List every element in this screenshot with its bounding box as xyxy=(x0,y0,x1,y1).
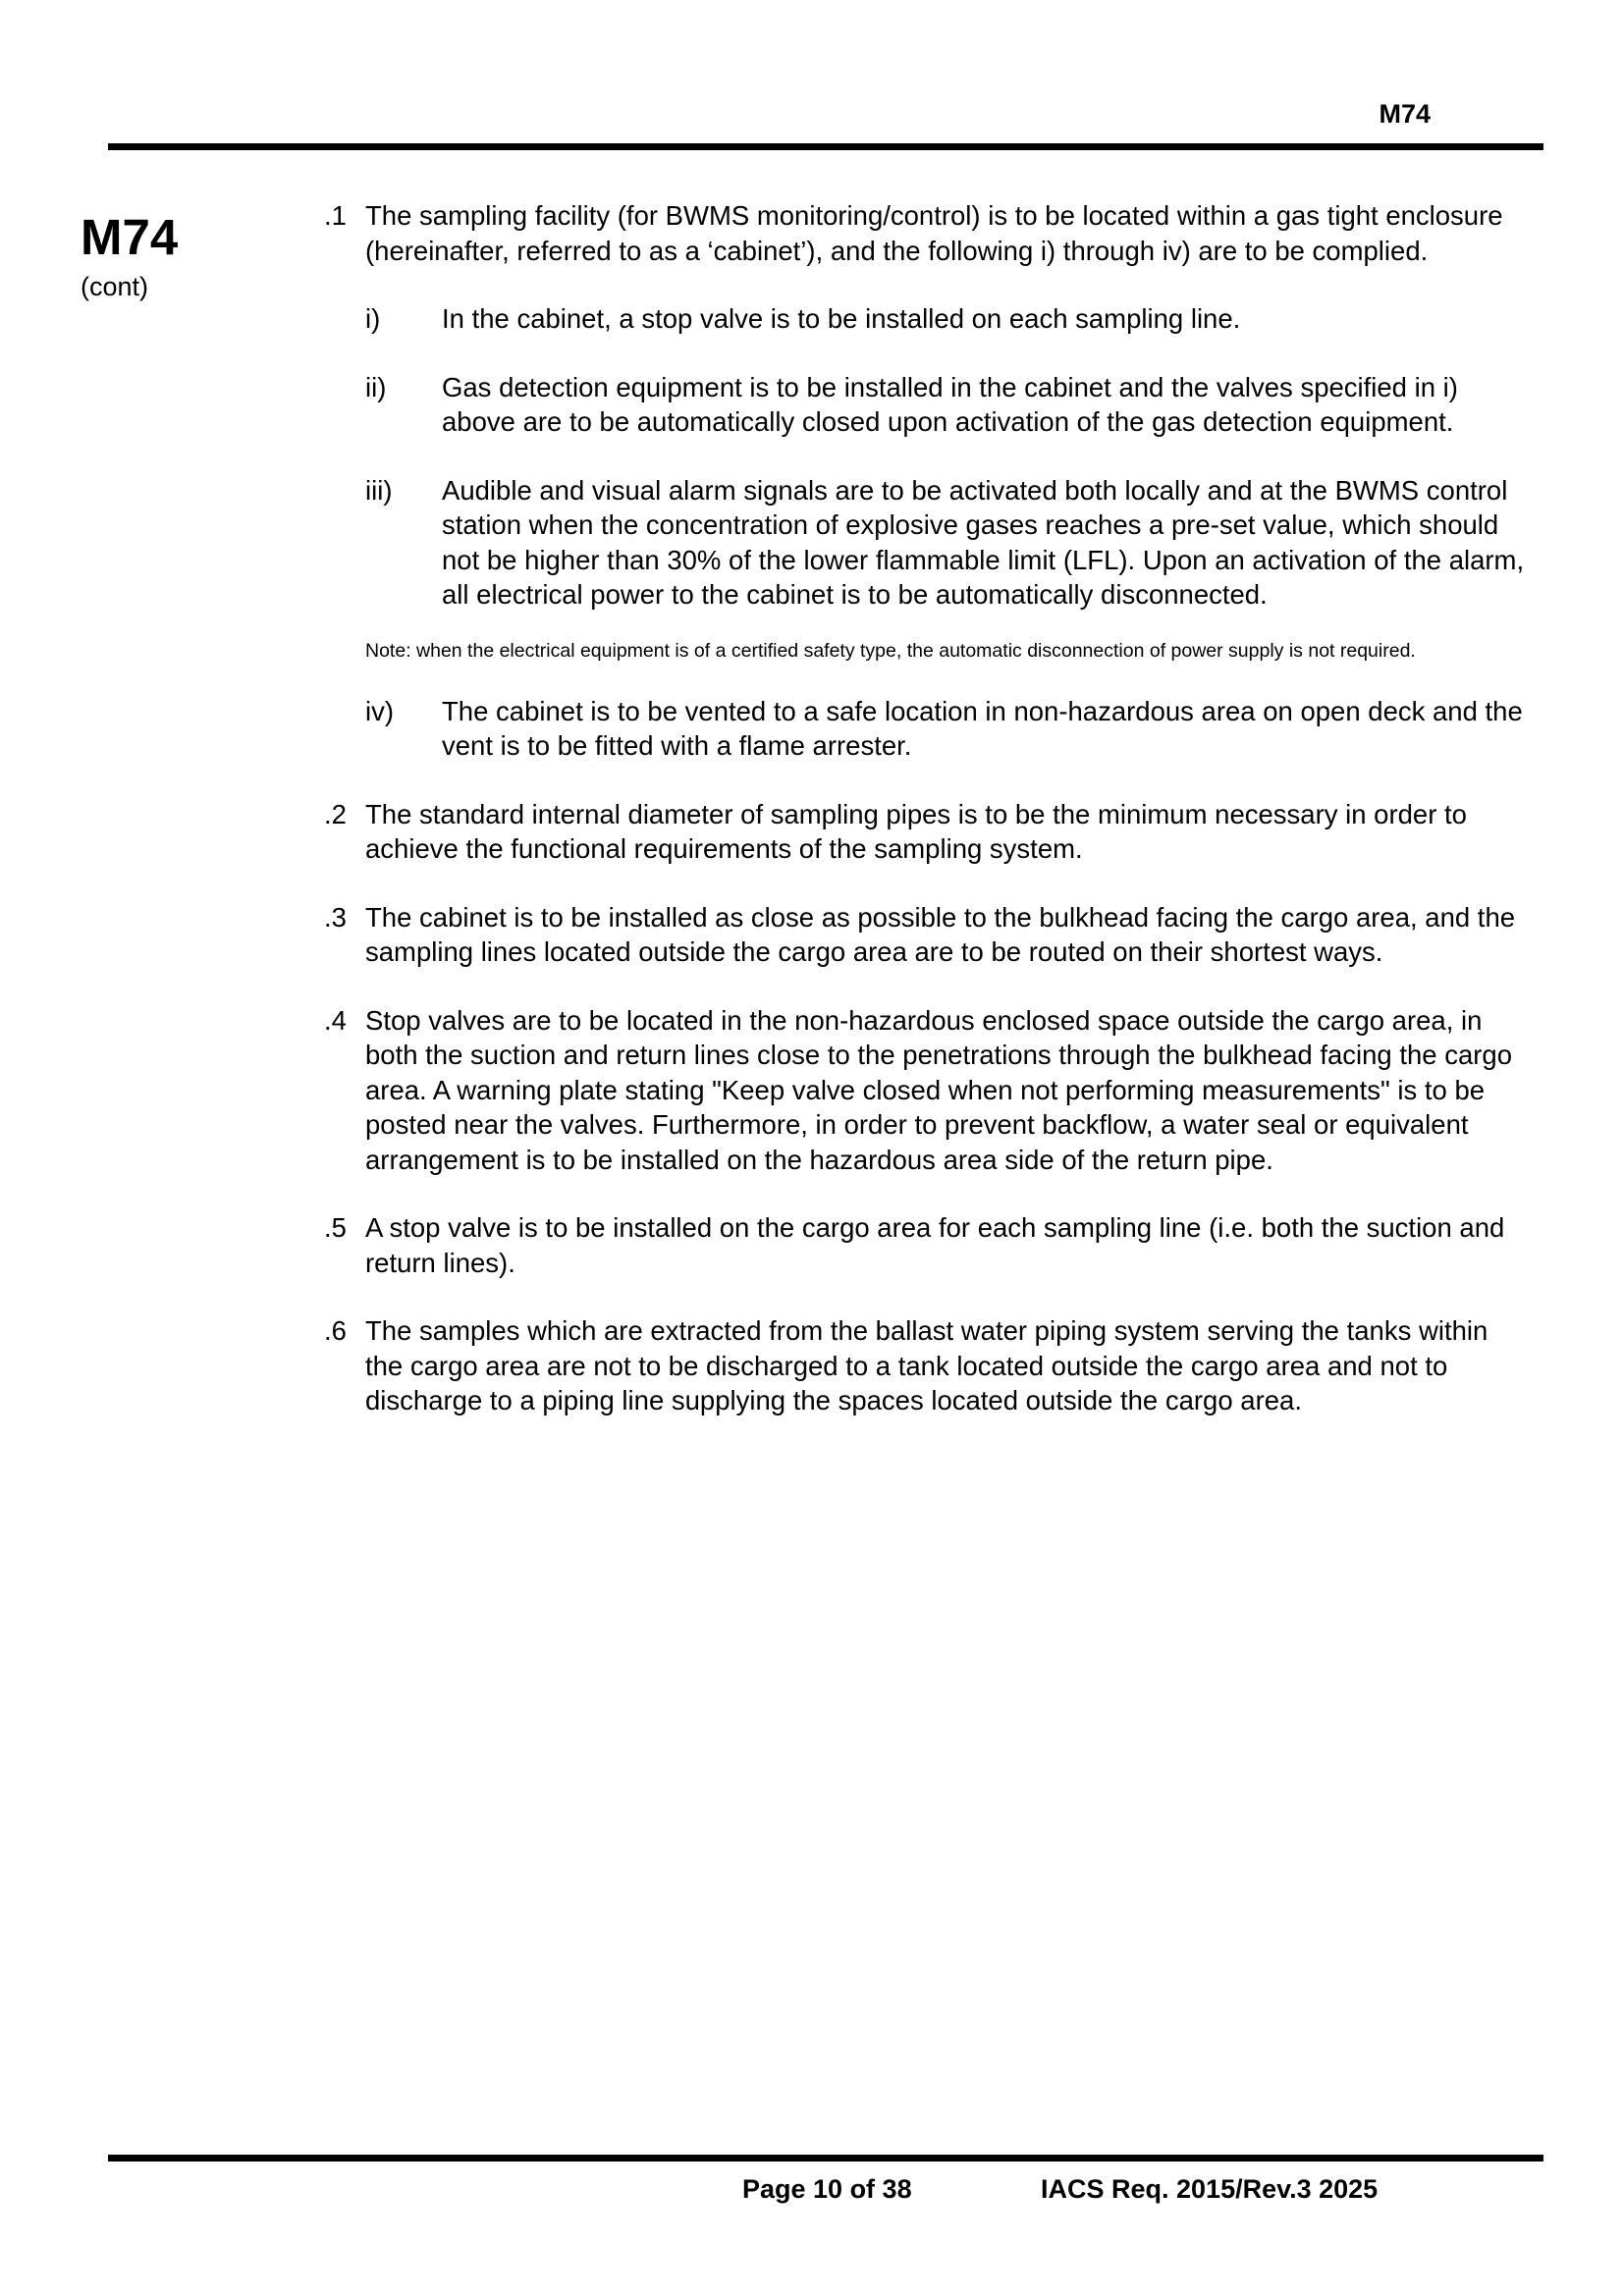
clause-4 xyxy=(324,1003,1528,1178)
subclause-text: Gas detection equipment is to be installed in the cabinet and the valves specified in i) above are to be automatically closed upon activation of the gas detection equipment. xyxy=(442,371,1458,437)
header-code: M74 xyxy=(1379,99,1431,129)
subclause-number: iv) xyxy=(365,695,395,726)
side-code: M74 xyxy=(81,209,179,265)
subclause-number: iii) xyxy=(365,474,393,506)
subclause-iii xyxy=(365,473,1528,613)
clause-number: .2 xyxy=(324,798,347,829)
clause-5 xyxy=(324,1210,1528,1280)
clause-text: The standard internal diameter of sampling pipes is to be the minimum necessary in order to achieve the functional requirements of the sampling system. xyxy=(365,798,1467,864)
subclause-iv xyxy=(365,694,1528,764)
subclause-text: In the cabinet, a stop valve is to be installed on each sampling line. xyxy=(442,303,1241,334)
clause-number: .6 xyxy=(324,1315,347,1346)
clause-text: The sampling facility (for BWMS monitoring/control) is to be located within a gas tight enclosure (hereinafter, referred to as a ‘cabinet’), and the following i) through iv) are to be complied. xyxy=(365,200,1503,266)
clause-2 xyxy=(324,797,1528,867)
document-body xyxy=(324,198,1528,1452)
footer-rule xyxy=(108,2155,1543,2162)
clause-number: .3 xyxy=(324,901,347,933)
document-reference: IACS Req. 2015/Rev.3 2025 xyxy=(1041,2174,1379,2204)
note: Note: when the electrical equipment is of a certified safety type, the automatic disconnection of power supply is not required. xyxy=(365,639,1416,662)
clause-text: Stop valves are to be located in the non-hazardous enclosed space outside the cargo area, in both the suction and return lines close to the penetrations through the bulkhead facing the cargo area. A warning plate stating "Keep valve closed when not performing measurements" is to be posted near the valves. Furthermore, in order to prevent backflow, a water seal or equivalent arrangement is to be installed on the hazardous area side of the return pipe. xyxy=(365,1004,1513,1175)
clause-text: The samples which are extracted from the ballast water piping system serving the tanks within the cargo area are not to be discharged to a tank located outside the cargo area and not to discharge to a piping line supplying the spaces located outside the cargo area. xyxy=(365,1315,1488,1415)
clause-text: A stop valve is to be installed on the cargo area for each sampling line (i.e. both the suction and return lines). xyxy=(365,1212,1505,1278)
page-number: Page 10 of 38 xyxy=(742,2174,912,2204)
subclause-text: The cabinet is to be vented to a safe location in non-hazardous area on open deck and the vent is to be fitted with a flame arrester. xyxy=(442,695,1523,761)
subclause-text: Audible and visual alarm signals are to be activated both locally and at the BWMS control station when the concentration of explosive gases reaches a pre-set value, which should not be higher than 30% of the lower flammable limit (LFL). Upon an activation of the alarm, all electrical power to the cabinet is to be automatically disconnected. xyxy=(442,474,1525,610)
subclause-ii xyxy=(365,370,1528,440)
clause-3 xyxy=(324,900,1528,970)
clause-number: .4 xyxy=(324,1004,347,1036)
subclause-i xyxy=(365,301,1528,337)
side-cont-label: (cont) xyxy=(81,272,149,301)
clause-1 xyxy=(324,198,1528,268)
clause-6 xyxy=(324,1313,1528,1418)
header-rule xyxy=(108,143,1543,150)
clause-number: .5 xyxy=(324,1212,347,1243)
clause-number: .1 xyxy=(324,200,347,231)
subclause-number: i) xyxy=(365,303,381,334)
clause-text: The cabinet is to be installed as close as possible to the bulkhead facing the cargo area, and the sampling lines located outside the cargo area are to be routed on their shortest ways. xyxy=(365,901,1516,967)
subclause-number: ii) xyxy=(365,371,387,402)
